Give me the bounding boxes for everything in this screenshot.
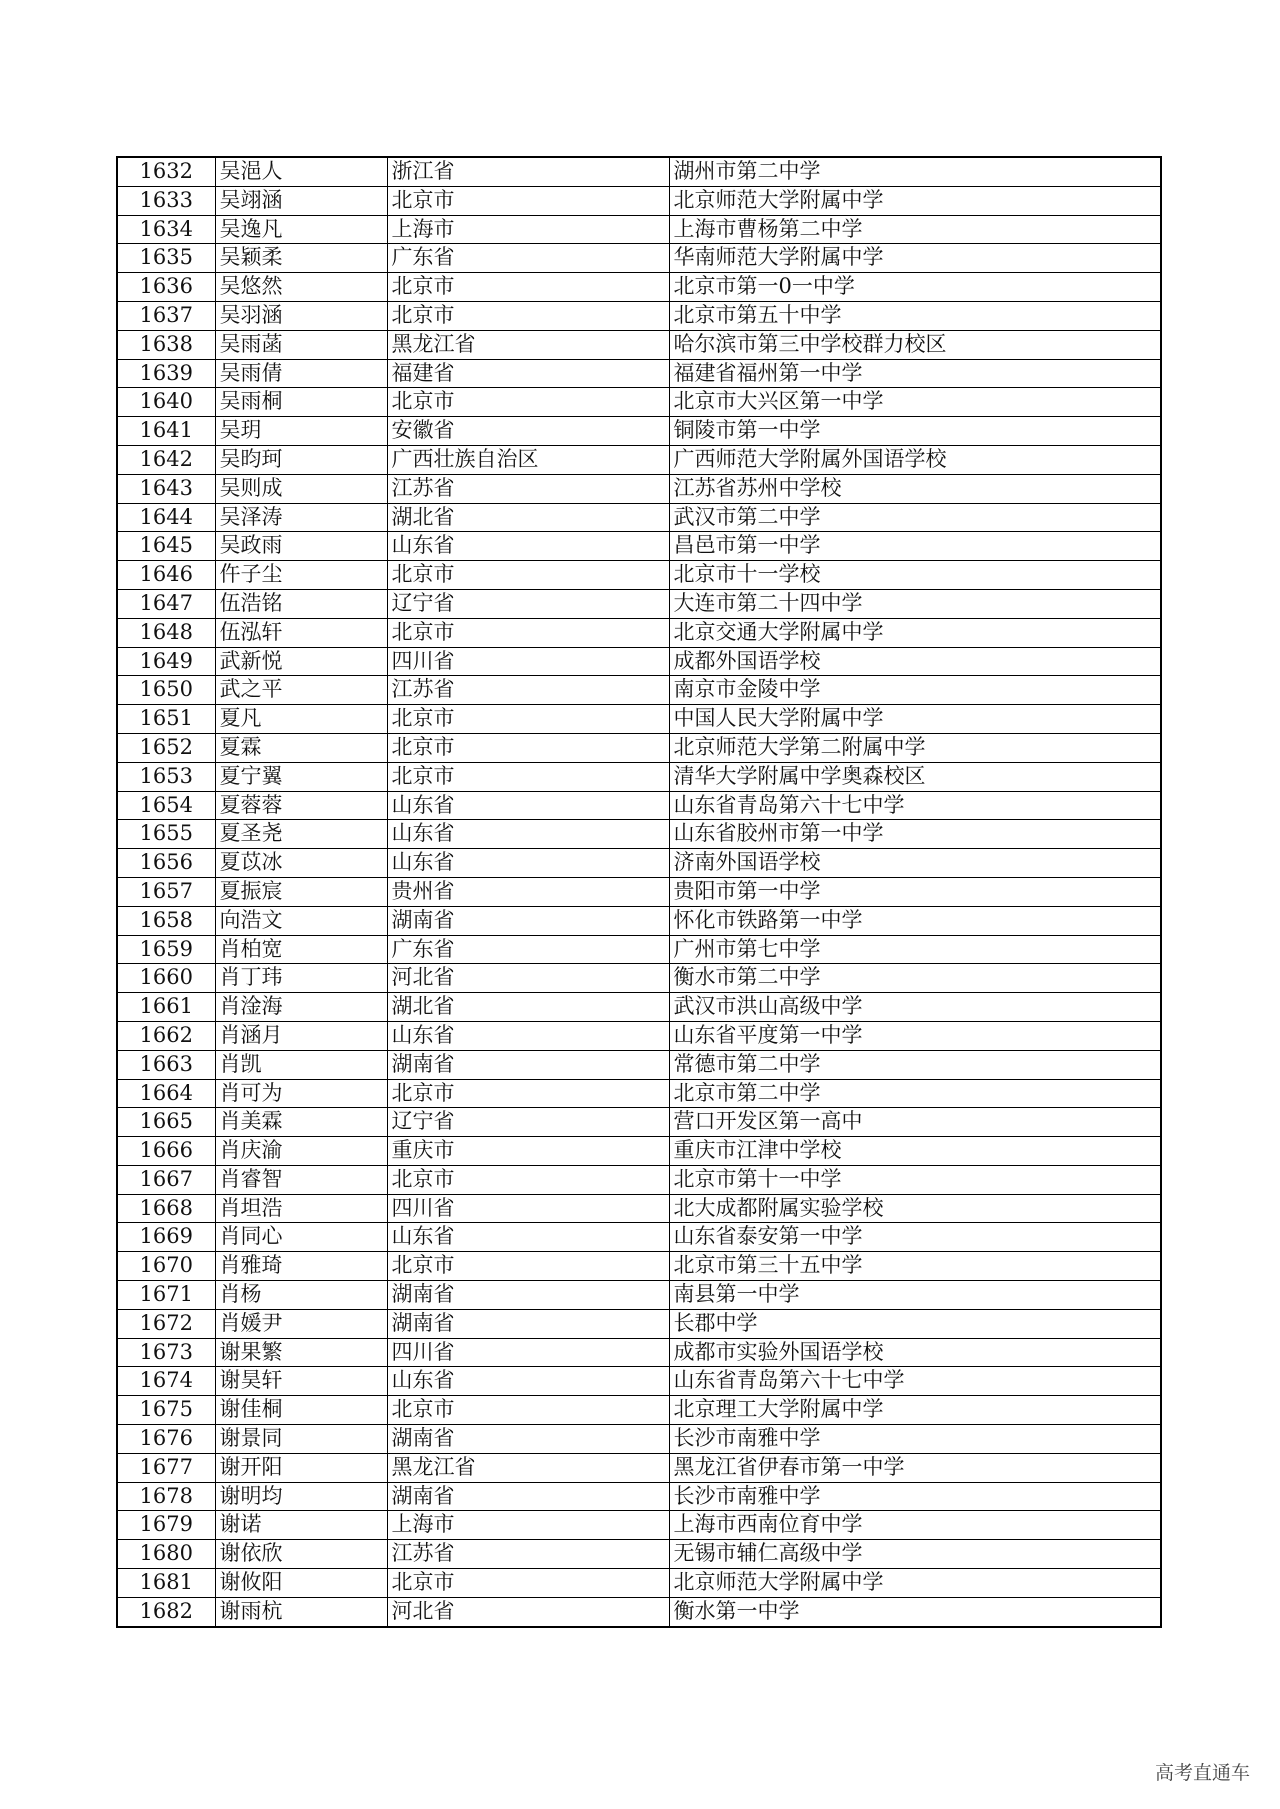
cell-name: 夏宁翼 (215, 762, 387, 791)
cell-number: 1665 (117, 1108, 215, 1137)
table-body (117, 157, 1161, 1627)
cell-province: 湖南省 (387, 1482, 669, 1511)
cell-number: 1673 (117, 1338, 215, 1367)
cell-name: 谢攸阳 (215, 1569, 387, 1598)
cell-school: 黑龙江省伊春市第一中学 (669, 1453, 1161, 1482)
cell-number: 1648 (117, 618, 215, 647)
table-row (117, 474, 1161, 503)
cell-name: 谢景同 (215, 1425, 387, 1454)
table-row (117, 1511, 1161, 1540)
cell-province: 河北省 (387, 1597, 669, 1626)
cell-school: 山东省青岛第六十七中学 (669, 791, 1161, 820)
table-row (117, 186, 1161, 215)
cell-province: 山东省 (387, 1021, 669, 1050)
cell-name: 肖庆渝 (215, 1137, 387, 1166)
cell-province: 上海市 (387, 215, 669, 244)
cell-number: 1654 (117, 791, 215, 820)
cell-name: 伍泓轩 (215, 618, 387, 647)
table-row (117, 359, 1161, 388)
cell-number: 1672 (117, 1309, 215, 1338)
table-row (117, 1194, 1161, 1223)
cell-school: 北京市第一0一中学 (669, 273, 1161, 302)
cell-school: 山东省平度第一中学 (669, 1021, 1161, 1050)
cell-province: 江苏省 (387, 676, 669, 705)
cell-name: 谢昊轩 (215, 1367, 387, 1396)
cell-province: 北京市 (387, 1079, 669, 1108)
cell-province: 湖南省 (387, 1281, 669, 1310)
table-row (117, 1453, 1161, 1482)
cell-number: 1668 (117, 1194, 215, 1223)
cell-number: 1650 (117, 676, 215, 705)
cell-school: 成都外国语学校 (669, 647, 1161, 676)
table-row (117, 1482, 1161, 1511)
cell-name: 伍浩铭 (215, 589, 387, 618)
cell-school: 北京师范大学第二附属中学 (669, 733, 1161, 762)
cell-school: 北京市十一学校 (669, 561, 1161, 590)
cell-province: 辽宁省 (387, 1108, 669, 1137)
cell-number: 1678 (117, 1482, 215, 1511)
table-row (117, 1309, 1161, 1338)
cell-school: 山东省青岛第六十七中学 (669, 1367, 1161, 1396)
cell-province: 上海市 (387, 1511, 669, 1540)
table-row (117, 1252, 1161, 1281)
cell-province: 黑龙江省 (387, 1453, 669, 1482)
cell-number: 1652 (117, 733, 215, 762)
cell-name: 吴泽涛 (215, 503, 387, 532)
table-row (117, 964, 1161, 993)
cell-number: 1635 (117, 244, 215, 273)
cell-name: 肖媛尹 (215, 1309, 387, 1338)
cell-name: 谢佳桐 (215, 1396, 387, 1425)
table-row (117, 935, 1161, 964)
cell-number: 1640 (117, 388, 215, 417)
cell-province: 北京市 (387, 1569, 669, 1598)
cell-province: 北京市 (387, 1165, 669, 1194)
table-row (117, 1079, 1161, 1108)
cell-school: 广州市第七中学 (669, 935, 1161, 964)
cell-province: 浙江省 (387, 157, 669, 186)
table-row (117, 1165, 1161, 1194)
table-row (117, 1021, 1161, 1050)
cell-number: 1664 (117, 1079, 215, 1108)
cell-number: 1675 (117, 1396, 215, 1425)
cell-province: 北京市 (387, 705, 669, 734)
cell-number: 1666 (117, 1137, 215, 1166)
table-row (117, 762, 1161, 791)
cell-province: 湖南省 (387, 1425, 669, 1454)
cell-province: 山东省 (387, 532, 669, 561)
cell-name: 肖涵月 (215, 1021, 387, 1050)
cell-province: 湖北省 (387, 993, 669, 1022)
cell-number: 1663 (117, 1050, 215, 1079)
cell-name: 肖丁玮 (215, 964, 387, 993)
cell-province: 广西壮族自治区 (387, 445, 669, 474)
cell-number: 1645 (117, 532, 215, 561)
cell-school: 北京市第十一中学 (669, 1165, 1161, 1194)
table-row (117, 445, 1161, 474)
table-row (117, 1108, 1161, 1137)
cell-number: 1644 (117, 503, 215, 532)
cell-school: 衡水第一中学 (669, 1597, 1161, 1626)
cell-province: 北京市 (387, 762, 669, 791)
table-row (117, 1137, 1161, 1166)
table-row (117, 705, 1161, 734)
cell-school: 营口开发区第一高中 (669, 1108, 1161, 1137)
cell-school: 北京市大兴区第一中学 (669, 388, 1161, 417)
cell-name: 吴翊涵 (215, 186, 387, 215)
table-row (117, 647, 1161, 676)
cell-number: 1639 (117, 359, 215, 388)
cell-number: 1632 (117, 157, 215, 186)
cell-province: 湖南省 (387, 1309, 669, 1338)
cell-school: 北京市第五十中学 (669, 301, 1161, 330)
table-row (117, 388, 1161, 417)
cell-name: 吴雨桐 (215, 388, 387, 417)
cell-name: 夏苡冰 (215, 849, 387, 878)
cell-school: 怀化市铁路第一中学 (669, 906, 1161, 935)
cell-province: 福建省 (387, 359, 669, 388)
cell-school: 长沙市南雅中学 (669, 1482, 1161, 1511)
table-row (117, 561, 1161, 590)
table-row (117, 1338, 1161, 1367)
table-row (117, 503, 1161, 532)
cell-name: 谢雨杭 (215, 1597, 387, 1626)
cell-province: 山东省 (387, 791, 669, 820)
cell-name: 夏振宸 (215, 877, 387, 906)
table-row (117, 1425, 1161, 1454)
table-row (117, 791, 1161, 820)
cell-name: 肖同心 (215, 1223, 387, 1252)
cell-number: 1662 (117, 1021, 215, 1050)
cell-province: 山东省 (387, 820, 669, 849)
cell-province: 北京市 (387, 618, 669, 647)
cell-number: 1667 (117, 1165, 215, 1194)
cell-number: 1638 (117, 330, 215, 359)
cell-school: 中国人民大学附属中学 (669, 705, 1161, 734)
table-row (117, 820, 1161, 849)
cell-school: 贵阳市第一中学 (669, 877, 1161, 906)
cell-name: 肖雅琦 (215, 1252, 387, 1281)
cell-name: 向浩文 (215, 906, 387, 935)
cell-name: 肖凯 (215, 1050, 387, 1079)
cell-school: 长郡中学 (669, 1309, 1161, 1338)
cell-name: 夏圣尧 (215, 820, 387, 849)
cell-name: 夏霖 (215, 733, 387, 762)
cell-school: 哈尔滨市第三中学校群力校区 (669, 330, 1161, 359)
cell-name: 吴玥 (215, 417, 387, 446)
table-row (117, 532, 1161, 561)
cell-name: 武新悦 (215, 647, 387, 676)
table-row (117, 215, 1161, 244)
cell-school: 北京市第二中学 (669, 1079, 1161, 1108)
cell-number: 1641 (117, 417, 215, 446)
cell-province: 重庆市 (387, 1137, 669, 1166)
cell-name: 肖坦浩 (215, 1194, 387, 1223)
cell-province: 北京市 (387, 301, 669, 330)
cell-school: 长沙市南雅中学 (669, 1425, 1161, 1454)
cell-school: 华南师范大学附属中学 (669, 244, 1161, 273)
cell-name: 吴悠然 (215, 273, 387, 302)
cell-province: 贵州省 (387, 877, 669, 906)
cell-school: 南县第一中学 (669, 1281, 1161, 1310)
cell-province: 北京市 (387, 733, 669, 762)
cell-school: 成都市实验外国语学校 (669, 1338, 1161, 1367)
cell-number: 1670 (117, 1252, 215, 1281)
cell-number: 1647 (117, 589, 215, 618)
table-row (117, 589, 1161, 618)
cell-number: 1649 (117, 647, 215, 676)
cell-number: 1637 (117, 301, 215, 330)
cell-province: 四川省 (387, 1338, 669, 1367)
cell-number: 1634 (117, 215, 215, 244)
cell-number: 1658 (117, 906, 215, 935)
cell-school: 南京市金陵中学 (669, 676, 1161, 705)
cell-province: 安徽省 (387, 417, 669, 446)
table-row (117, 993, 1161, 1022)
cell-province: 河北省 (387, 964, 669, 993)
cell-school: 江苏省苏州中学校 (669, 474, 1161, 503)
cell-name: 吴昀珂 (215, 445, 387, 474)
table-row (117, 877, 1161, 906)
cell-number: 1677 (117, 1453, 215, 1482)
table-row (117, 301, 1161, 330)
cell-school: 清华大学附属中学奥森校区 (669, 762, 1161, 791)
cell-school: 衡水市第二中学 (669, 964, 1161, 993)
cell-school: 上海市曹杨第二中学 (669, 215, 1161, 244)
watermark-text: 高考直通车 (1154, 1762, 1250, 1784)
cell-province: 北京市 (387, 1252, 669, 1281)
cell-province: 湖南省 (387, 1050, 669, 1079)
cell-name: 武之平 (215, 676, 387, 705)
cell-number: 1661 (117, 993, 215, 1022)
cell-province: 山东省 (387, 1367, 669, 1396)
cell-name: 肖可为 (215, 1079, 387, 1108)
table-row (117, 417, 1161, 446)
cell-school: 武汉市洪山高级中学 (669, 993, 1161, 1022)
cell-school: 广西师范大学附属外国语学校 (669, 445, 1161, 474)
cell-name: 谢果繁 (215, 1338, 387, 1367)
cell-name: 吴则成 (215, 474, 387, 503)
cell-name: 肖柏宽 (215, 935, 387, 964)
cell-number: 1642 (117, 445, 215, 474)
table-row (117, 1223, 1161, 1252)
cell-province: 北京市 (387, 388, 669, 417)
table-row (117, 676, 1161, 705)
cell-school: 北京师范大学附属中学 (669, 186, 1161, 215)
table-row (117, 244, 1161, 273)
table-row (117, 273, 1161, 302)
table-row (117, 1597, 1161, 1626)
cell-school: 大连市第二十四中学 (669, 589, 1161, 618)
cell-school: 上海市西南位育中学 (669, 1511, 1161, 1540)
cell-name: 吴羽涵 (215, 301, 387, 330)
cell-province: 广东省 (387, 244, 669, 273)
cell-school: 山东省胶州市第一中学 (669, 820, 1161, 849)
cell-name: 肖睿智 (215, 1165, 387, 1194)
cell-school: 常德市第二中学 (669, 1050, 1161, 1079)
table-row (117, 906, 1161, 935)
cell-number: 1646 (117, 561, 215, 590)
cell-school: 北京理工大学附属中学 (669, 1396, 1161, 1425)
cell-number: 1657 (117, 877, 215, 906)
cell-name: 谢依欣 (215, 1540, 387, 1569)
cell-name: 吴逸凡 (215, 215, 387, 244)
table-row (117, 330, 1161, 359)
cell-school: 北京交通大学附属中学 (669, 618, 1161, 647)
cell-name: 夏蓉蓉 (215, 791, 387, 820)
cell-number: 1636 (117, 273, 215, 302)
cell-name: 谢诺 (215, 1511, 387, 1540)
cell-number: 1651 (117, 705, 215, 734)
cell-province: 山东省 (387, 849, 669, 878)
cell-province: 山东省 (387, 1223, 669, 1252)
cell-province: 北京市 (387, 561, 669, 590)
cell-name: 吴雨倩 (215, 359, 387, 388)
cell-province: 四川省 (387, 647, 669, 676)
cell-name: 吴政雨 (215, 532, 387, 561)
cell-name: 谢开阳 (215, 1453, 387, 1482)
table-row (117, 1050, 1161, 1079)
cell-name: 吴浥人 (215, 157, 387, 186)
table-row (117, 618, 1161, 647)
cell-name: 夏凡 (215, 705, 387, 734)
cell-province: 辽宁省 (387, 589, 669, 618)
table-row (117, 1367, 1161, 1396)
student-list-table (116, 156, 1162, 1628)
cell-school: 山东省泰安第一中学 (669, 1223, 1161, 1252)
cell-school: 福建省福州第一中学 (669, 359, 1161, 388)
cell-number: 1656 (117, 849, 215, 878)
cell-province: 广东省 (387, 935, 669, 964)
table-row (117, 849, 1161, 878)
cell-name: 肖美霖 (215, 1108, 387, 1137)
table-row (117, 1396, 1161, 1425)
cell-province: 北京市 (387, 1396, 669, 1425)
cell-number: 1681 (117, 1569, 215, 1598)
cell-province: 湖南省 (387, 906, 669, 935)
cell-school: 北京市第三十五中学 (669, 1252, 1161, 1281)
cell-province: 湖北省 (387, 503, 669, 532)
cell-school: 重庆市江津中学校 (669, 1137, 1161, 1166)
cell-school: 济南外国语学校 (669, 849, 1161, 878)
cell-name: 谢明均 (215, 1482, 387, 1511)
cell-school: 湖州市第二中学 (669, 157, 1161, 186)
cell-school: 铜陵市第一中学 (669, 417, 1161, 446)
table-row (117, 1540, 1161, 1569)
cell-province: 江苏省 (387, 474, 669, 503)
cell-number: 1674 (117, 1367, 215, 1396)
table-row (117, 1569, 1161, 1598)
cell-number: 1680 (117, 1540, 215, 1569)
cell-number: 1633 (117, 186, 215, 215)
cell-name: 吴雨菡 (215, 330, 387, 359)
cell-number: 1682 (117, 1597, 215, 1626)
cell-name: 肖淦海 (215, 993, 387, 1022)
cell-school: 北大成都附属实验学校 (669, 1194, 1161, 1223)
cell-province: 江苏省 (387, 1540, 669, 1569)
cell-number: 1669 (117, 1223, 215, 1252)
cell-province: 北京市 (387, 273, 669, 302)
cell-number: 1679 (117, 1511, 215, 1540)
table-row (117, 733, 1161, 762)
cell-school: 无锡市辅仁高级中学 (669, 1540, 1161, 1569)
cell-province: 四川省 (387, 1194, 669, 1223)
cell-province: 黑龙江省 (387, 330, 669, 359)
cell-school: 武汉市第二中学 (669, 503, 1161, 532)
cell-name: 肖杨 (215, 1281, 387, 1310)
cell-school: 昌邑市第一中学 (669, 532, 1161, 561)
cell-number: 1659 (117, 935, 215, 964)
cell-number: 1655 (117, 820, 215, 849)
cell-name: 吴颖柔 (215, 244, 387, 273)
cell-school: 北京师范大学附属中学 (669, 1569, 1161, 1598)
cell-province: 北京市 (387, 186, 669, 215)
cell-name: 仵子尘 (215, 561, 387, 590)
table-row (117, 1281, 1161, 1310)
table-row (117, 157, 1161, 186)
cell-number: 1660 (117, 964, 215, 993)
cell-number: 1676 (117, 1425, 215, 1454)
cell-number: 1671 (117, 1281, 215, 1310)
cell-number: 1653 (117, 762, 215, 791)
cell-number: 1643 (117, 474, 215, 503)
